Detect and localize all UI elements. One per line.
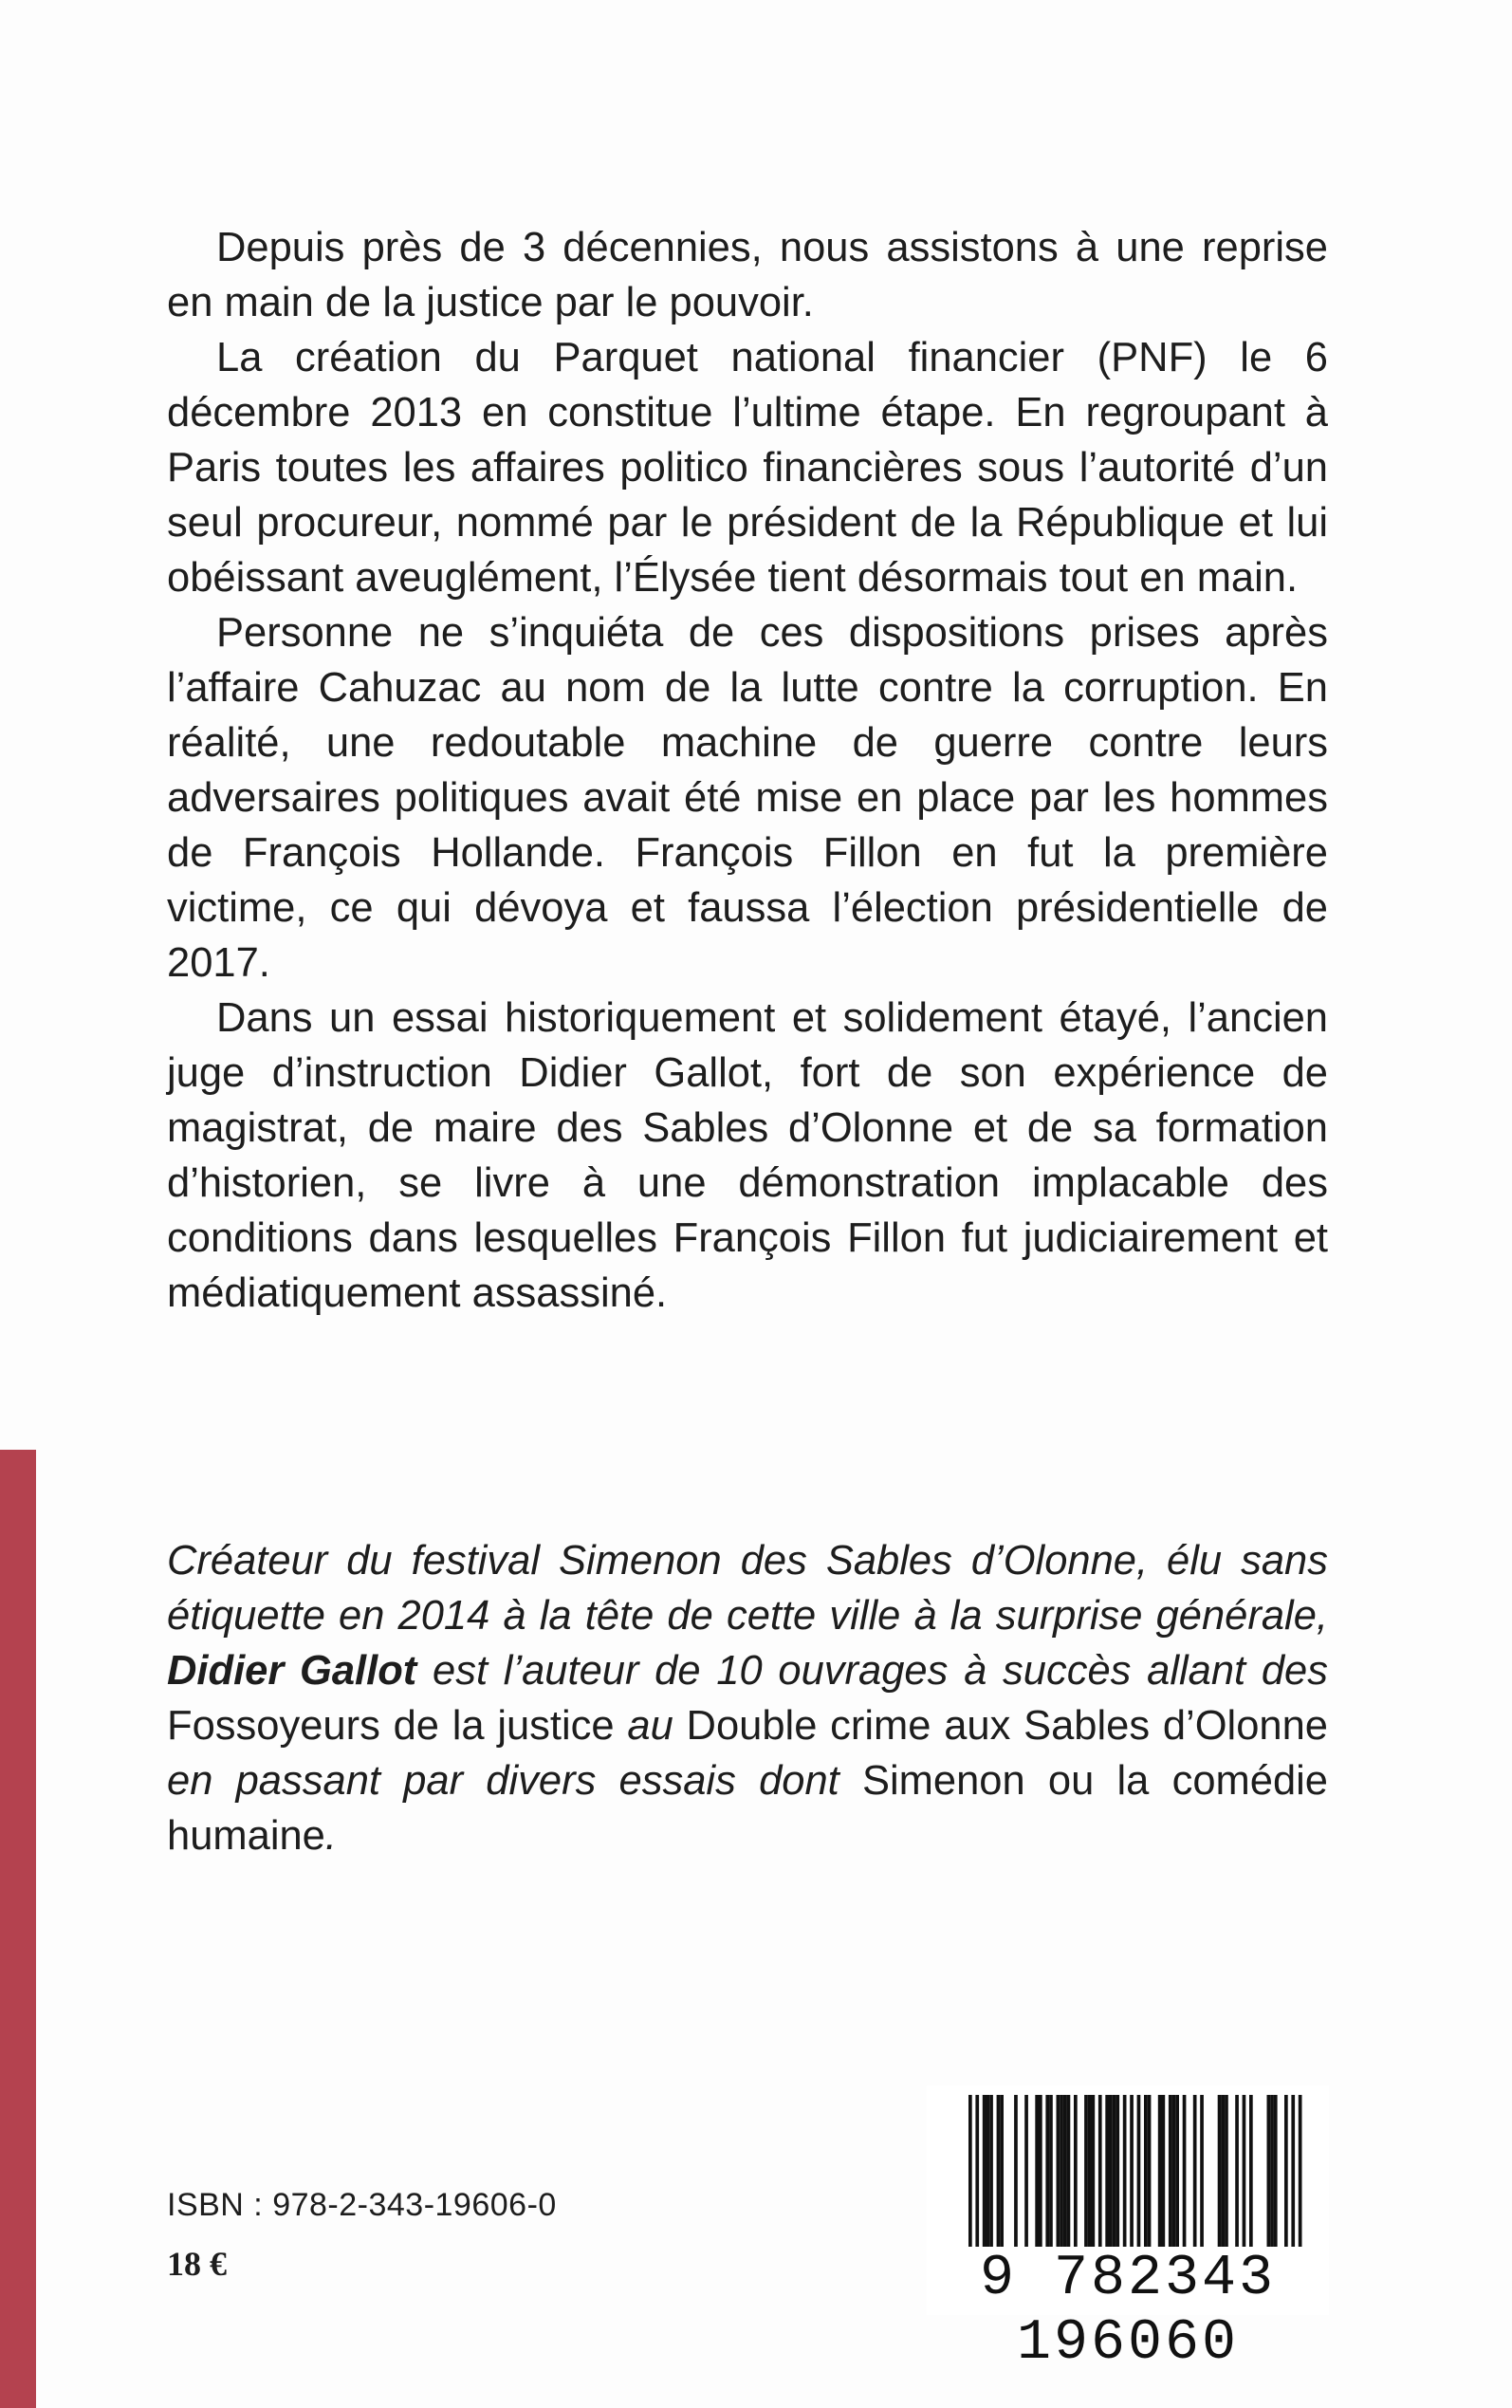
bio-text-part3: au <box>614 1703 687 1749</box>
barcode-bar <box>986 2095 990 2251</box>
barcode-bar <box>1084 2095 1088 2251</box>
barcode-bar <box>989 2095 993 2251</box>
bio-text-part4: en passant par divers essais dont <box>167 1758 862 1804</box>
barcode-bar <box>1200 2095 1204 2251</box>
barcode-bar <box>1175 2095 1179 2251</box>
price-label: 18 € <box>167 2245 227 2283</box>
barcode-bar <box>1109 2095 1113 2251</box>
barcode-bar <box>1057 2095 1060 2251</box>
summary-paragraph: La création du Parquet national financier (PNF) le 6 décembre 2013 en constitue l’ultime étape. En regroupant à Paris toutes les affaires politico financières sous l’autorité d’un seul procureur, nommé par le président de la République et lui obéissant aveuglément, l’Élysée tient désormais tout en main. <box>167 335 1328 601</box>
barcode-bar <box>1113 2095 1116 2251</box>
barcode-bar <box>1063 2095 1067 2251</box>
barcode-bar <box>983 2095 986 2251</box>
barcode <box>927 2085 1329 2376</box>
barcode-bar <box>1270 2095 1274 2251</box>
barcode-bar <box>1193 2095 1197 2251</box>
barcode-digits: 9 782343 196060 <box>927 2247 1329 2311</box>
barcode-bar <box>997 2095 1001 2251</box>
barcode-bar <box>1092 2095 1096 2251</box>
author-bio <box>167 1533 1328 1863</box>
barcode-bar <box>1105 2095 1109 2251</box>
barcode-bar <box>1060 2095 1063 2251</box>
barcode-bar <box>1284 2095 1288 2251</box>
barcode-bar <box>1249 2095 1253 2251</box>
barcode-bar <box>1074 2095 1078 2251</box>
barcode-bar <box>1274 2095 1278 2251</box>
barcode-bar <box>1024 2095 1028 2251</box>
barcode-bar <box>1172 2095 1176 2251</box>
author-bio-paragraph <box>167 1533 1328 1863</box>
book-title-2: Double crime aux Sables d’Olonne <box>686 1703 1328 1749</box>
barcode-bar <box>1267 2095 1271 2251</box>
book-title-3: Simenon ou la comédie humaine <box>167 1758 1328 1859</box>
barcode-bar <box>1162 2095 1166 2251</box>
author-name: Didier Gallot <box>167 1648 417 1694</box>
barcode-bar <box>1243 2095 1246 2251</box>
book-title-1: Fossoyeurs de la justice <box>167 1703 615 1749</box>
barcode-bar <box>1148 2095 1152 2251</box>
summary-paragraph: Personne ne s’inquiéta de ces dispositions prises après l’affaire Cahuzac au nom de la lutte contre la corruption. En réalité, une redoutable machine de guerre contre leurs adversaires politiques avait été mise en place par les hommes de François Hollande. François Fillon en fut la première victime, ce qui dévoya et faussa l’élection présidentielle de 2017. <box>167 610 1328 986</box>
barcode-bar <box>1067 2095 1071 2251</box>
bio-text-part1: Créateur du festival Simenon des Sables d’Olonne, élu sans étiquette en 2014 à la tête de cette ville à la surprise générale, <box>167 1538 1328 1639</box>
barcode-bar <box>1221 2095 1225 2251</box>
barcode-bar <box>1123 2095 1127 2251</box>
barcode-bar <box>1098 2095 1102 2251</box>
bio-text-part2: est l’auteur de 10 ouvrages à succès allant des <box>416 1648 1328 1694</box>
barcode-bar <box>1014 2095 1018 2251</box>
barcode-bar <box>1049 2095 1053 2251</box>
barcode-bar <box>1144 2095 1148 2251</box>
isbn-label: ISBN : 978-2-343-19606-0 <box>167 2187 557 2223</box>
barcode-bar <box>1039 2095 1042 2251</box>
barcode-bar <box>1218 2095 1222 2251</box>
back-cover-summary <box>167 220 1328 1321</box>
barcode-bar <box>1183 2095 1187 2251</box>
barcode-bar <box>1035 2095 1039 2251</box>
summary-paragraph: Depuis près de 3 décennies, nous assistons à une reprise en main de la justice par le pouvoir. <box>167 225 1328 325</box>
summary-paragraph: Dans un essai historiquement et solidement étayé, l’ancien juge d’instruction Didier Gallot, fort de son expérience de magistrat, de maire des Sables d’Olonne et de sa formation d’historien, se livre à une démonstration implacable des conditions dans lesquelles François Fillon fut judiciairement et médiatiquement assassiné. <box>167 995 1328 1316</box>
barcode-bar <box>1116 2095 1119 2251</box>
accent-side-band <box>0 1450 36 2408</box>
barcode-bar <box>1045 2095 1049 2251</box>
barcode-bar <box>1088 2095 1092 2251</box>
barcode-bar <box>1225 2095 1228 2251</box>
barcode-bar <box>1000 2095 1004 2251</box>
barcode-bar <box>1169 2095 1172 2251</box>
bio-text-part5: . <box>324 1813 337 1859</box>
barcode-bar <box>1235 2095 1239 2251</box>
barcode-bar <box>1158 2095 1162 2251</box>
